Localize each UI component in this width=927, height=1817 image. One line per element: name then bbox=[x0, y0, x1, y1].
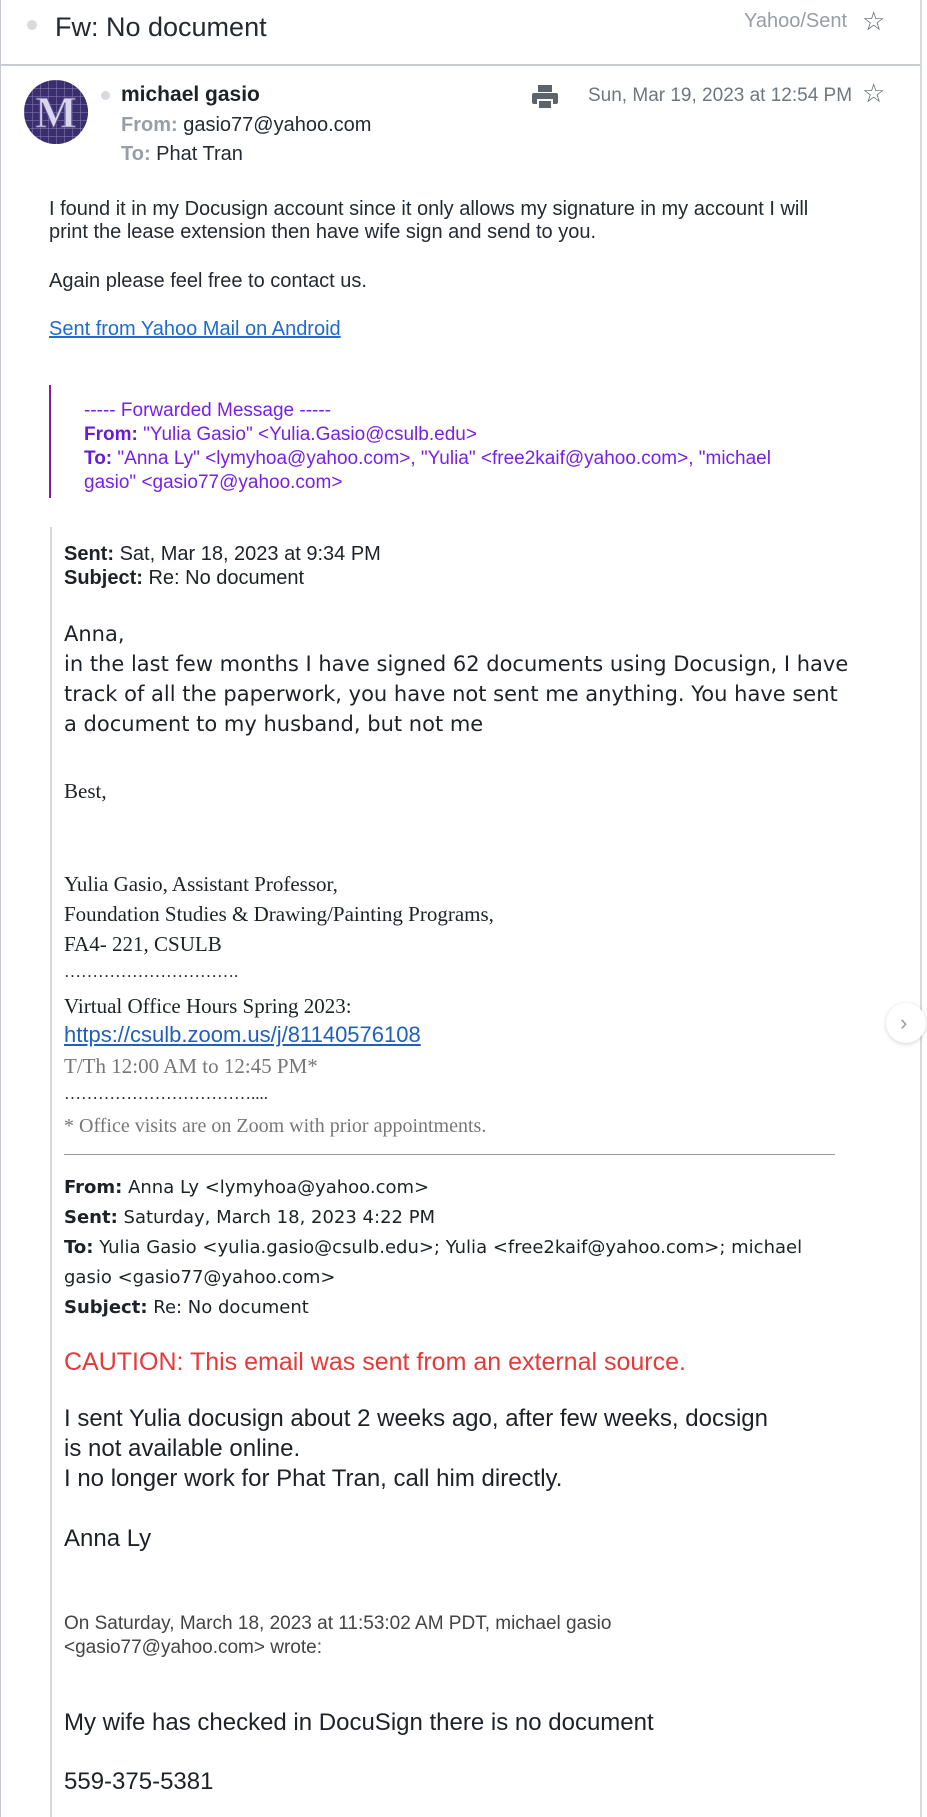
caution-banner: CAUTION: This email was sent from an external source. bbox=[64, 1348, 686, 1376]
anna-to: To: Yulia Gasio <yulia.gasio@csulb.edu>; Yulia <free2kaif@yahoo.com>; michael bbox=[64, 1237, 803, 1258]
forwarded-bar bbox=[49, 385, 51, 498]
to-line bbox=[121, 143, 243, 166]
anna-to-cont: gasio <gasio77@yahoo.com> bbox=[64, 1267, 336, 1288]
message-star-icon[interactable]: ☆ bbox=[862, 78, 886, 108]
from-line bbox=[121, 114, 371, 137]
star-icon[interactable]: ☆ bbox=[862, 6, 886, 36]
body-line-1: I found it in my Docusign account since it only allows my signature in my account I will bbox=[49, 198, 809, 220]
sender-name[interactable]: michael gasio bbox=[121, 83, 260, 106]
from-label: From: bbox=[121, 114, 178, 136]
forwarded-to-cont: gasio" <gasio77@yahoo.com> bbox=[84, 472, 343, 493]
quoted-greeting: Anna, bbox=[64, 622, 125, 646]
signature-dots-2: …………………………….... bbox=[64, 1084, 268, 1103]
earlier-body: My wife has checked in DocuSign there is no document bbox=[64, 1709, 654, 1736]
read-status-dot[interactable] bbox=[27, 20, 37, 30]
signature-hours: T/Th 12:00 AM to 12:45 PM* bbox=[64, 1054, 318, 1078]
signature-line-2: Foundation Studies & Drawing/Painting Programs, bbox=[64, 902, 494, 926]
window-right-border bbox=[920, 0, 922, 1817]
quote-bar bbox=[50, 527, 52, 1817]
quoted-body-3: a document to my husband, but not me bbox=[64, 712, 484, 736]
avatar[interactable] bbox=[24, 80, 88, 144]
divider bbox=[64, 1154, 835, 1155]
earlier-phone: 559-375-5381 bbox=[64, 1768, 214, 1795]
anna-signoff: Anna Ly bbox=[64, 1525, 152, 1552]
quoted-closing: Best, bbox=[64, 779, 107, 803]
earlier-wrote-1: On Saturday, March 18, 2023 at 11:53:02 AM PDT, michael gasio bbox=[64, 1613, 612, 1634]
folder-label[interactable]: Yahoo/Sent bbox=[744, 10, 848, 32]
anna-body-1: I sent Yulia docusign about 2 weeks ago, after few weeks, docsign bbox=[64, 1405, 768, 1432]
anna-body-2: is not available online. bbox=[64, 1435, 301, 1462]
forwarded-to: To: "Anna Ly" <lymyhoa@yahoo.com>, "Yulia" <free2kaif@yahoo.com>, "michael bbox=[84, 448, 771, 469]
message-date: Sun, Mar 19, 2023 at 12:54 PM bbox=[588, 85, 853, 106]
anna-subject: Subject: Re: No document bbox=[64, 1297, 309, 1318]
printer-icon[interactable] bbox=[531, 84, 559, 110]
quoted-subject: Subject: Re: No document bbox=[64, 567, 305, 589]
earlier-wrote-2: <gasio77@yahoo.com> wrote: bbox=[64, 1637, 322, 1658]
window-left-border bbox=[0, 0, 1, 1817]
signature-dots-1: …………………………. bbox=[64, 962, 239, 981]
zoom-link[interactable]: https://csulb.zoom.us/j/81140576108 bbox=[64, 1022, 421, 1047]
message-subject: Fw: No document bbox=[55, 12, 267, 42]
quoted-body-1: in the last few months I have signed 62 documents using Docusign, I have bbox=[64, 652, 849, 676]
anna-from: From: Anna Ly <lymyhoa@yahoo.com> bbox=[64, 1177, 430, 1198]
quoted-body-2: track of all the paperwork, you have not sent me anything. You have sent bbox=[64, 682, 838, 706]
forwarded-banner: ----- Forwarded Message ----- bbox=[84, 400, 332, 421]
from-email[interactable]: gasio77@yahoo.com bbox=[183, 114, 372, 136]
body-line-3: Again please feel free to contact us. bbox=[49, 270, 367, 292]
svg-text:M: M bbox=[35, 88, 77, 137]
quoted-sent: Sent: Sat, Mar 18, 2023 at 9:34 PM bbox=[64, 543, 381, 565]
signature-line-4: Virtual Office Hours Spring 2023: bbox=[64, 994, 352, 1018]
signature-line-3: FA4- 221, CSULB bbox=[64, 932, 222, 956]
forwarded-from: From: "Yulia Gasio" <Yulia.Gasio@csulb.edu> bbox=[84, 424, 477, 445]
body-line-2: print the lease extension then have wife sign and send to you. bbox=[49, 221, 597, 243]
anna-sent: Sent: Saturday, March 18, 2023 4:22 PM bbox=[64, 1207, 436, 1228]
sender-status-dot bbox=[101, 91, 110, 100]
to-name[interactable]: Phat Tran bbox=[156, 143, 243, 165]
to-label: To: bbox=[121, 143, 151, 165]
anna-body-3: I no longer work for Phat Tran, call him directly. bbox=[64, 1465, 563, 1492]
signature-link[interactable]: Sent from Yahoo Mail on Android bbox=[49, 318, 341, 340]
signature-note: * Office visits are on Zoom with prior appointments. bbox=[64, 1115, 487, 1137]
message-header-bar bbox=[0, 0, 920, 66]
signature-line-1: Yulia Gasio, Assistant Professor, bbox=[64, 872, 338, 896]
chevron-right-icon[interactable]: › bbox=[886, 1003, 926, 1043]
